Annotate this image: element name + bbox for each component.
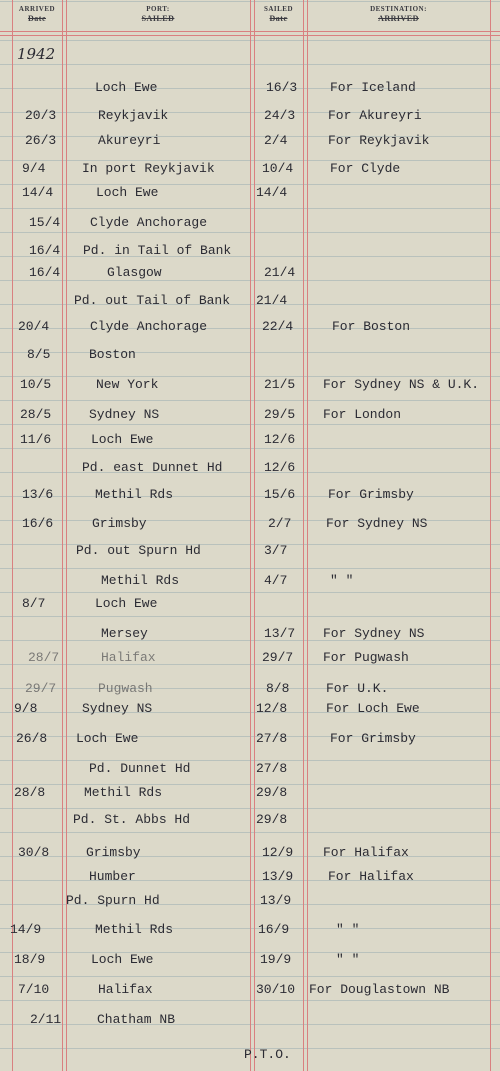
arrived-date: 26/8 bbox=[16, 731, 48, 746]
sailed-date: 15/6 bbox=[264, 487, 296, 502]
arrived-date: 28/5 bbox=[20, 407, 52, 422]
sailed-date: 13/7 bbox=[264, 626, 296, 641]
arrived-date: 2/11 bbox=[30, 1012, 62, 1027]
port-name: Methil Rds bbox=[95, 922, 174, 937]
sailed-date: 14/4 bbox=[256, 185, 288, 200]
port-name: Halifax bbox=[101, 650, 156, 665]
destination: For Grimsby bbox=[330, 731, 416, 746]
arrived-date: 13/6 bbox=[22, 487, 54, 502]
port-name: Methil Rds bbox=[84, 785, 163, 800]
sailed-header: SAILED Date bbox=[263, 5, 294, 23]
sailed-date: 16/9 bbox=[258, 922, 290, 937]
port-name: Pd. out Spurn Hd bbox=[76, 543, 201, 558]
destination: " " bbox=[336, 922, 360, 937]
port-name: Humber bbox=[89, 869, 136, 884]
sailed-date: 16/3 bbox=[266, 80, 298, 95]
destination: For Iceland bbox=[330, 80, 416, 95]
port-name: Pd. Spurn Hd bbox=[66, 893, 160, 908]
sailed-date: 21/4 bbox=[264, 265, 296, 280]
arrived-date: 11/6 bbox=[20, 432, 52, 447]
port-name: Sydney NS bbox=[89, 407, 160, 422]
destination: For Halifax bbox=[323, 845, 409, 860]
port-name: Grimsby bbox=[92, 516, 147, 531]
port-name: Clyde Anchorage bbox=[90, 215, 208, 230]
arrived-date: 14/9 bbox=[10, 922, 42, 937]
sailed-date: 22/4 bbox=[262, 319, 294, 334]
port-name: Pd. Dunnet Hd bbox=[89, 761, 191, 776]
column-rule bbox=[254, 0, 255, 1071]
destination: For U.K. bbox=[326, 681, 389, 696]
arrived-date: 16/6 bbox=[22, 516, 54, 531]
sailed-date: 10/4 bbox=[262, 161, 294, 176]
column-rule bbox=[307, 0, 308, 1071]
column-rule bbox=[490, 0, 491, 1071]
sailed-date: 2/4 bbox=[264, 133, 288, 148]
arrived-date: 20/3 bbox=[25, 108, 57, 123]
destination: " " bbox=[330, 573, 354, 588]
sailed-date: 12/6 bbox=[264, 460, 296, 475]
port-name: Mersey bbox=[101, 626, 148, 641]
arrived-date: 9/4 bbox=[22, 161, 46, 176]
port-name: Akureyri bbox=[98, 133, 161, 148]
port-name: Methil Rds bbox=[95, 487, 174, 502]
port-name: Loch Ewe bbox=[91, 432, 154, 447]
port-name: Boston bbox=[89, 347, 136, 362]
column-rule bbox=[66, 0, 67, 1071]
sailed-date: 27/8 bbox=[256, 731, 288, 746]
destination: " " bbox=[336, 952, 360, 967]
destination: For Boston bbox=[332, 319, 411, 334]
arrived-date: 7/10 bbox=[18, 982, 50, 997]
arrived-date: 26/3 bbox=[25, 133, 57, 148]
sailed-date: 4/7 bbox=[264, 573, 288, 588]
port-name: Pd. out Tail of Bank bbox=[74, 293, 231, 308]
port-name: Loch Ewe bbox=[76, 731, 139, 746]
destination: For Sydney NS bbox=[326, 516, 428, 531]
port-name: Pd. in Tail of Bank bbox=[83, 243, 232, 258]
port-name: Reykjavik bbox=[98, 108, 169, 123]
sailed-date: 29/8 bbox=[256, 812, 288, 827]
header-rule bbox=[0, 35, 500, 36]
sailed-date: 13/9 bbox=[262, 869, 294, 884]
destination: For Akureyri bbox=[328, 108, 422, 123]
sailed-date: 19/9 bbox=[260, 952, 292, 967]
arrived-date: 30/8 bbox=[18, 845, 50, 860]
arrived-date: 20/4 bbox=[18, 319, 50, 334]
port-name: Glasgow bbox=[107, 265, 162, 280]
arrived-date: 10/5 bbox=[20, 377, 52, 392]
port-name: Pd. St. Abbs Hd bbox=[73, 812, 191, 827]
arrived-date: 16/4 bbox=[29, 243, 61, 258]
arrived-date: 28/8 bbox=[14, 785, 46, 800]
arrived-date: 15/4 bbox=[29, 215, 61, 230]
destination: For Sydney NS bbox=[323, 626, 425, 641]
port-name: Grimsby bbox=[86, 845, 141, 860]
sailed-date: 29/5 bbox=[264, 407, 296, 422]
arrived-date: 9/8 bbox=[14, 701, 38, 716]
port-name: Loch Ewe bbox=[91, 952, 154, 967]
sailed-date: 24/3 bbox=[264, 108, 296, 123]
port-name: Halifax bbox=[98, 982, 153, 997]
destination: For Pugwash bbox=[323, 650, 409, 665]
destination: For Douglastown NB bbox=[309, 982, 450, 997]
port-name: Sydney NS bbox=[82, 701, 153, 716]
sailed-date: 12/8 bbox=[256, 701, 288, 716]
arrived-date: 18/9 bbox=[14, 952, 46, 967]
destination-header: DESTINATION: ARRIVED bbox=[370, 5, 427, 23]
port-name: In port Reykjavik bbox=[82, 161, 215, 176]
arrived-date: 8/7 bbox=[22, 596, 46, 611]
destination: For Grimsby bbox=[328, 487, 414, 502]
arrived-date: 14/4 bbox=[22, 185, 54, 200]
column-rule bbox=[62, 0, 63, 1071]
arrived-date: 16/4 bbox=[29, 265, 61, 280]
sailed-date: 27/8 bbox=[256, 761, 288, 776]
sailed-date: 8/8 bbox=[266, 681, 290, 696]
page-turn-note: P.T.O. bbox=[244, 1047, 291, 1062]
destination: For Clyde bbox=[330, 161, 401, 176]
sailed-date: 12/6 bbox=[264, 432, 296, 447]
port-name: Loch Ewe bbox=[95, 80, 158, 95]
column-rule bbox=[250, 0, 251, 1071]
sailed-date: 21/5 bbox=[264, 377, 296, 392]
column-rule bbox=[12, 0, 13, 1071]
sailed-date: 3/7 bbox=[264, 543, 288, 558]
sailed-date: 29/7 bbox=[262, 650, 294, 665]
column-rule bbox=[303, 0, 304, 1071]
port-name: Loch Ewe bbox=[96, 185, 159, 200]
arrived-header: ARRIVED Date bbox=[18, 5, 56, 23]
year-annotation: 1942 bbox=[17, 45, 56, 63]
port-name: Methil Rds bbox=[101, 573, 180, 588]
sailed-date: 12/9 bbox=[262, 845, 294, 860]
port-name: Pd. east Dunnet Hd bbox=[82, 460, 223, 475]
arrived-date: 8/5 bbox=[27, 347, 51, 362]
destination: For Reykjavik bbox=[328, 133, 430, 148]
arrived-date: 28/7 bbox=[28, 650, 60, 665]
port-name: Loch Ewe bbox=[95, 596, 158, 611]
port-name: Chatham NB bbox=[97, 1012, 176, 1027]
destination: For London bbox=[323, 407, 402, 422]
arrived-date: 29/7 bbox=[25, 681, 57, 696]
header-rule bbox=[0, 31, 500, 32]
destination: For Loch Ewe bbox=[326, 701, 420, 716]
sailed-date: 30/10 bbox=[256, 982, 296, 997]
port-name: Pugwash bbox=[98, 681, 153, 696]
destination: For Halifax bbox=[328, 869, 414, 884]
port-name: Clyde Anchorage bbox=[90, 319, 208, 334]
port-name: New York bbox=[96, 377, 159, 392]
sailed-date: 29/8 bbox=[256, 785, 288, 800]
sailed-date: 21/4 bbox=[256, 293, 288, 308]
destination: For Sydney NS & U.K. bbox=[323, 377, 480, 392]
port-header: PORT: SAILED bbox=[141, 5, 175, 23]
sailed-date: 13/9 bbox=[260, 893, 292, 908]
sailed-date: 2/7 bbox=[268, 516, 292, 531]
